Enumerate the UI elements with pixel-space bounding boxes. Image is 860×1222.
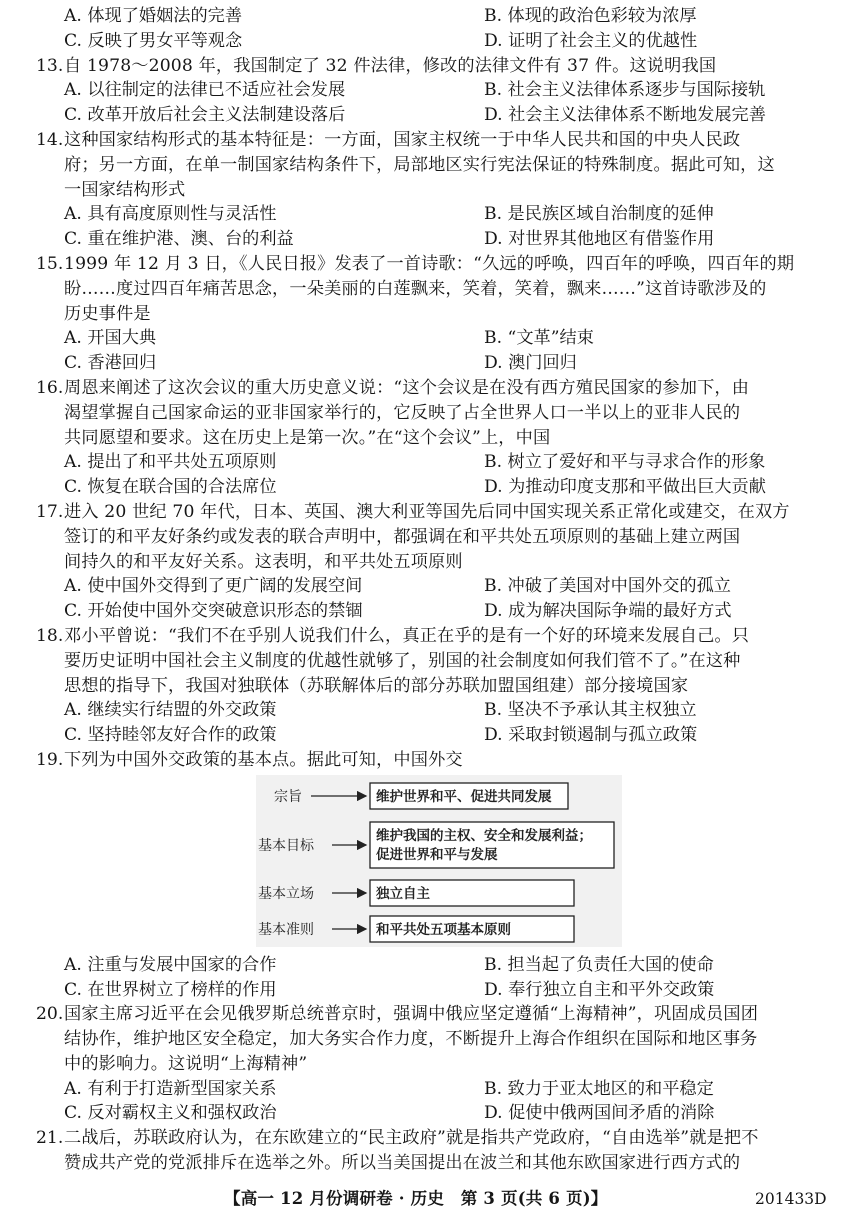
option-row <box>44 29 834 54</box>
question-15 <box>36 252 834 326</box>
option-c: C. 改革开放后社会主义法制建设落后 <box>64 105 346 126</box>
question-number: 13. <box>36 55 64 76</box>
option-c: C. 香港回归 <box>64 353 157 374</box>
question-text-line: 盼……度过四百年痛苦思念，一朵美丽的白莲飘来，笑着，笑着，飘来……”这首诗歌涉及的 <box>64 278 767 299</box>
question-text-line: 签订的和平友好条约或发表的联合声明中，都强调在和平共处五项原则的基础上建立两国 <box>64 526 741 547</box>
question-number: 17. <box>36 501 64 522</box>
option-b: B. 是民族区域自治制度的延伸 <box>484 204 714 225</box>
option-a: A. 注重与发展中国家的合作 <box>64 954 277 975</box>
option-b: B. “文革”结束 <box>484 328 594 349</box>
option-b: B. 体现的政治色彩较为浓厚 <box>484 6 697 26</box>
option-row <box>44 698 834 723</box>
option-row <box>44 1077 834 1102</box>
question-text-line: 共同愿望和要求。这在历史上是第一次。”在“这个会议”上，中国 <box>64 427 551 448</box>
diagram-box-text: 促进世界和平与发展 <box>376 846 498 863</box>
option-d: D. 促使中俄两国间矛盾的消除 <box>484 1103 715 1124</box>
option-d: D. 澳门回归 <box>484 353 577 374</box>
footer-code: 201433D <box>755 1190 827 1208</box>
question-number: 19. <box>36 749 64 770</box>
option-b: B. 担当起了负责任大国的使命 <box>484 954 714 975</box>
question-text-line: 自 1978～2008 年，我国制定了 32 件法律，修改的法律文件有 37 件。这说明我国 <box>64 55 717 76</box>
question-text-line: 要历史证明中国社会主义制度的优越性就够了，别国的社会制度如何我们管不了。”在这种 <box>64 650 741 671</box>
option-row <box>44 78 834 103</box>
diagram-box-text: 独立自主 <box>376 885 430 902</box>
question-number: 15. <box>36 253 64 274</box>
diagram-label: 基本准则 <box>258 921 314 938</box>
footer-title: 【高一 12 月份调研卷 · 历史 第 3 页(共 6 页)】 <box>224 1189 608 1208</box>
question-21 <box>36 1126 834 1176</box>
option-d: D. 奉行独立自主和平外交政策 <box>484 979 715 1000</box>
option-a: A. 使中国外交得到了更广阔的发展空间 <box>64 576 363 597</box>
question-text-line: 结协作，维护地区安全稳定，加大务实合作力度，不断提升上海合作组织在国际和地区事务 <box>64 1029 758 1050</box>
option-row <box>44 202 834 227</box>
option-d: D. 采取封锁遏制与孤立政策 <box>484 725 698 746</box>
question-text-line: 二战后，苏联政府认为，在东欧建立的“民主政府”就是指共产党政府，“自由选举”就是把不 <box>64 1128 759 1149</box>
foreign-policy-diagram <box>44 775 834 949</box>
option-c: C. 在世界树立了榜样的作用 <box>64 979 277 1000</box>
option-row <box>44 953 834 978</box>
question-number: 14. <box>36 129 64 150</box>
question-14 <box>36 128 834 202</box>
diagram-label: 基本立场 <box>258 885 314 902</box>
option-a: A. 提出了和平共处五项原则 <box>64 452 277 473</box>
question-text-line: 府；另一方面，在单一制国家结构条件下，局部地区实行宪法保证的特殊制度。据此可知，这 <box>64 154 775 175</box>
option-row <box>44 227 834 252</box>
question-13 <box>36 54 834 79</box>
option-d: D. 为推动印度支那和平做出巨大贡献 <box>484 477 766 498</box>
option-c: C. 反对霸权主义和强权政治 <box>64 1103 277 1124</box>
option-row <box>44 475 834 500</box>
option-row <box>44 574 834 599</box>
page-content <box>36 4 834 1176</box>
option-c: C. 恢复在联合国的合法席位 <box>64 477 277 498</box>
option-b: B. 树立了爱好和平与寻求合作的形象 <box>484 452 766 473</box>
option-row <box>44 1101 834 1126</box>
diagram-label: 宗旨 <box>274 788 302 805</box>
question-number: 21. <box>36 1128 64 1149</box>
option-b: B. 坚决不予承认其主权独立 <box>484 700 697 721</box>
option-row <box>44 103 834 128</box>
question-19 <box>36 748 834 773</box>
question-20 <box>36 1002 834 1076</box>
question-number: 16. <box>36 377 64 398</box>
question-text-line: 下列为中国外交政策的基本点。据此可知，中国外交 <box>64 749 463 770</box>
diagram-box-text: 和平共处五项基本原则 <box>376 921 511 938</box>
option-row <box>44 326 834 351</box>
option-row <box>44 599 834 624</box>
question-number: 20. <box>36 1004 64 1025</box>
question-list <box>36 54 834 1176</box>
option-c: C. 重在维护港、澳、台的利益 <box>64 229 294 250</box>
option-row <box>44 723 834 748</box>
option-row <box>44 4 834 29</box>
diagram-box-text: 维护我国的主权、安全和发展利益； <box>376 827 592 844</box>
diagram-svg <box>256 775 622 947</box>
question-18 <box>36 624 834 698</box>
option-b: B. 冲破了美国对中国外交的孤立 <box>484 576 731 597</box>
diagram-label: 基本目标 <box>258 837 314 854</box>
option-d: D. 证明了社会主义的优越性 <box>484 30 698 51</box>
question-text-line: 中的影响力。这说明“上海精神” <box>64 1053 308 1074</box>
option-d: D. 对世界其他地区有借鉴作用 <box>484 229 715 250</box>
question-text-line: 思想的指导下，我国对独联体（苏联解体后的部分苏联加盟国组建）部分接境国家 <box>64 675 689 696</box>
option-b: B. 致力于亚太地区的和平稳定 <box>484 1078 714 1099</box>
page-footer <box>0 1187 860 1213</box>
question-text-line: 历史事件是 <box>64 303 151 324</box>
option-c: C. 开始使中国外交突破意识形态的禁锢 <box>64 601 363 622</box>
option-row <box>44 450 834 475</box>
question-text-line: 渴望掌握自己国家命运的亚非国家举行的，它反映了占全世界人口一半以上的亚非人民的 <box>64 402 741 423</box>
option-a: A. 开国大典 <box>64 328 157 349</box>
question-17 <box>36 500 834 574</box>
option-row <box>44 351 834 376</box>
option-a: A. 体现了婚姻法的完善 <box>64 6 243 26</box>
option-b: B. 社会主义法律体系逐步与国际接轨 <box>484 80 766 101</box>
question-text-line: 1999 年 12 月 3 日，《人民日报》发表了一首诗歌：“久远的呼唤，四百年的呼唤，四百年的期 <box>64 253 795 274</box>
question-number: 18. <box>36 625 64 646</box>
option-row <box>44 978 834 1003</box>
option-d: D. 社会主义法律体系不断地发展完善 <box>484 105 766 126</box>
question-text-line: 间持久的和平友好关系。这表明，和平共处五项原则 <box>64 551 463 572</box>
option-d: D. 成为解决国际争端的最好方式 <box>484 601 732 622</box>
question-text-line: 赞成共产党的党派排斥在选举之外。所以当美国提出在波兰和其他东欧国家进行西方式的 <box>64 1153 741 1174</box>
option-c: C. 坚持睦邻友好合作的政策 <box>64 725 277 746</box>
question-16 <box>36 376 834 450</box>
question-text-line: 这种国家结构形式的基本特征是：一方面，国家主权统一于中华人民共和国的中央人民政 <box>64 129 741 150</box>
option-c: C. 反映了男女平等观念 <box>64 30 243 51</box>
option-a: A. 继续实行结盟的外交政策 <box>64 700 277 721</box>
option-a: A. 以往制定的法律已不适应社会发展 <box>64 80 346 101</box>
option-a: A. 具有高度原则性与灵活性 <box>64 204 277 225</box>
question-text-line: 周恩来阐述了这次会议的重大历史意义说：“这个会议是在没有西方殖民国家的参加下，由 <box>64 377 750 398</box>
question-text-line: 进入 20 世纪 70 年代，日本、英国、澳大利亚等国先后同中国实现关系正常化或建交，在双方 <box>64 501 790 522</box>
diagram-box-text: 维护世界和平、促进共同发展 <box>376 788 552 805</box>
question-text-line: 一国家结构形式 <box>64 179 186 200</box>
question-text-line: 国家主席习近平在会见俄罗斯总统普京时，强调中俄应坚定遵循“上海精神”，巩固成员国团 <box>64 1004 759 1025</box>
option-a: A. 有利于打造新型国家关系 <box>64 1078 277 1099</box>
question-text-line: 邓小平曾说：“我们不在乎别人说我们什么，真正在乎的是有一个好的环境来发展自己。只 <box>64 625 750 646</box>
